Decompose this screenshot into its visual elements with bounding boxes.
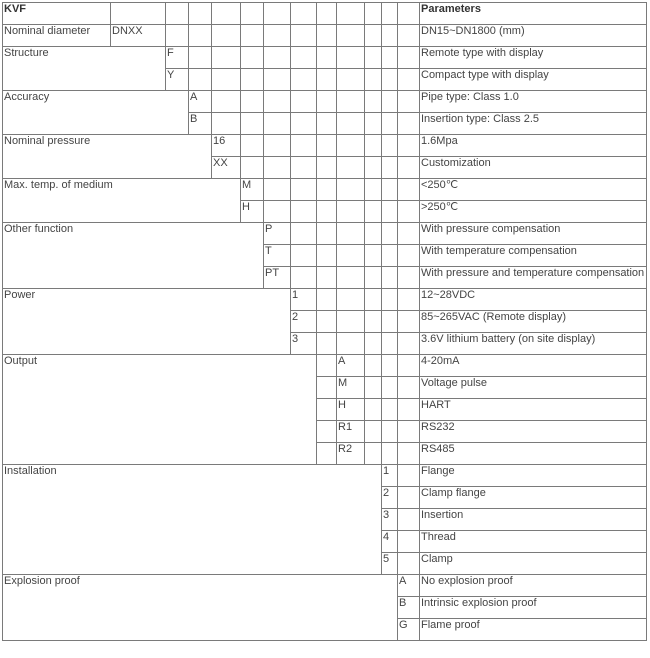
empty-cell — [212, 25, 241, 47]
empty-cell — [398, 399, 420, 421]
empty-cell — [317, 157, 337, 179]
option-code: P — [264, 223, 291, 245]
empty-cell — [317, 399, 337, 421]
empty-cell — [398, 311, 420, 333]
structure-row — [3, 47, 647, 69]
empty-cell — [166, 25, 189, 47]
model-selection-table-wrapper — [2, 2, 647, 641]
parameters-header: Parameters — [420, 3, 647, 25]
option-parameter: 3.6V lithium battery (on site display) — [420, 333, 647, 355]
empty-cell — [317, 421, 337, 443]
option-parameter: Clamp flange — [420, 487, 647, 509]
option-code: 3 — [291, 333, 317, 355]
empty-cell — [365, 289, 382, 311]
option-code: F — [166, 47, 189, 69]
empty-cell — [365, 399, 382, 421]
empty-cell — [111, 3, 166, 25]
empty-cell — [291, 25, 317, 47]
empty-cell — [398, 91, 420, 113]
empty-cell — [398, 245, 420, 267]
empty-cell — [398, 377, 420, 399]
empty-cell — [365, 245, 382, 267]
empty-cell — [365, 113, 382, 135]
empty-cell — [264, 91, 291, 113]
other-function-row — [3, 223, 647, 245]
option-code: 1 — [291, 289, 317, 311]
option-code: H — [337, 399, 365, 421]
option-parameter: Remote type with display — [420, 47, 647, 69]
empty-cell — [365, 135, 382, 157]
installation-row — [3, 465, 647, 487]
empty-cell — [189, 25, 212, 47]
empty-cell — [337, 91, 365, 113]
accuracy-row — [3, 91, 647, 113]
empty-cell — [398, 25, 420, 47]
nominal-diameter-row — [3, 25, 647, 47]
option-code: T — [264, 245, 291, 267]
empty-cell — [337, 179, 365, 201]
empty-cell — [189, 69, 212, 91]
empty-cell — [317, 355, 337, 377]
empty-cell — [398, 179, 420, 201]
option-parameter: Insertion — [420, 509, 647, 531]
empty-cell — [317, 113, 337, 135]
other-function-label: Other function — [3, 223, 264, 289]
empty-cell — [365, 355, 382, 377]
structure-label: Structure — [3, 47, 166, 91]
empty-cell — [382, 179, 398, 201]
option-code: 2 — [382, 487, 398, 509]
option-code: M — [241, 179, 264, 201]
empty-cell — [212, 91, 241, 113]
installation-label: Installation — [3, 465, 382, 575]
empty-cell — [317, 443, 337, 465]
empty-cell — [317, 47, 337, 69]
empty-cell — [317, 69, 337, 91]
explosion-proof-label: Explosion proof — [3, 575, 398, 641]
empty-cell — [398, 465, 420, 487]
empty-cell — [398, 113, 420, 135]
empty-cell — [365, 179, 382, 201]
option-parameter: 85~265VAC (Remote display) — [420, 311, 647, 333]
empty-cell — [382, 245, 398, 267]
option-parameter: Insertion type: Class 2.5 — [420, 113, 647, 135]
empty-cell — [382, 157, 398, 179]
empty-cell — [337, 3, 365, 25]
empty-cell — [291, 91, 317, 113]
empty-cell — [241, 47, 264, 69]
option-code: PT — [264, 267, 291, 289]
empty-cell — [365, 3, 382, 25]
empty-cell — [398, 421, 420, 443]
empty-cell — [317, 377, 337, 399]
option-parameter: >250℃ — [420, 201, 647, 223]
empty-cell — [291, 245, 317, 267]
nominal-pressure-label: Nominal pressure — [3, 135, 212, 179]
empty-cell — [264, 201, 291, 223]
model-code-header: KVF — [3, 3, 111, 25]
empty-cell — [398, 443, 420, 465]
empty-cell — [365, 443, 382, 465]
empty-cell — [337, 113, 365, 135]
empty-cell — [317, 267, 337, 289]
empty-cell — [317, 135, 337, 157]
option-parameter: With pressure compensation — [420, 223, 647, 245]
empty-cell — [291, 3, 317, 25]
option-code: R1 — [337, 421, 365, 443]
empty-cell — [317, 311, 337, 333]
empty-cell — [317, 333, 337, 355]
option-code: XX — [212, 157, 241, 179]
empty-cell — [382, 135, 398, 157]
option-code: A — [398, 575, 420, 597]
empty-cell — [291, 201, 317, 223]
empty-cell — [264, 179, 291, 201]
empty-cell — [365, 201, 382, 223]
option-parameter: RS232 — [420, 421, 647, 443]
empty-cell — [291, 113, 317, 135]
empty-cell — [241, 157, 264, 179]
empty-cell — [291, 69, 317, 91]
option-parameter: 1.6Mpa — [420, 135, 647, 157]
empty-cell — [398, 47, 420, 69]
nominal-diameter-param: DN15~DN1800 (mm) — [420, 25, 647, 47]
empty-cell — [382, 333, 398, 355]
empty-cell — [241, 69, 264, 91]
empty-cell — [382, 289, 398, 311]
option-code: H — [241, 201, 264, 223]
option-code: G — [398, 619, 420, 641]
empty-cell — [317, 245, 337, 267]
option-code: 4 — [382, 531, 398, 553]
empty-cell — [212, 69, 241, 91]
option-code: B — [189, 113, 212, 135]
option-parameter: Pipe type: Class 1.0 — [420, 91, 647, 113]
empty-cell — [337, 25, 365, 47]
empty-cell — [398, 487, 420, 509]
empty-cell — [264, 69, 291, 91]
option-parameter: With temperature compensation — [420, 245, 647, 267]
option-parameter: No explosion proof — [420, 575, 647, 597]
option-code: M — [337, 377, 365, 399]
option-code: 2 — [291, 311, 317, 333]
empty-cell — [382, 47, 398, 69]
empty-cell — [337, 311, 365, 333]
empty-cell — [264, 157, 291, 179]
empty-cell — [337, 157, 365, 179]
empty-cell — [382, 69, 398, 91]
option-parameter: <250℃ — [420, 179, 647, 201]
empty-cell — [241, 3, 264, 25]
option-code: A — [189, 91, 212, 113]
option-parameter: HART — [420, 399, 647, 421]
power-label: Power — [3, 289, 291, 355]
empty-cell — [398, 3, 420, 25]
empty-cell — [291, 135, 317, 157]
empty-cell — [337, 223, 365, 245]
empty-cell — [337, 47, 365, 69]
option-code: R2 — [337, 443, 365, 465]
option-parameter: 4-20mA — [420, 355, 647, 377]
nominal-diameter-label: Nominal diameter — [3, 25, 111, 47]
option-code: 5 — [382, 553, 398, 575]
model-selection-table — [2, 2, 647, 641]
option-parameter: Clamp — [420, 553, 647, 575]
empty-cell — [365, 333, 382, 355]
empty-cell — [264, 25, 291, 47]
empty-cell — [365, 311, 382, 333]
empty-cell — [398, 69, 420, 91]
accuracy-label: Accuracy — [3, 91, 189, 135]
empty-cell — [365, 267, 382, 289]
empty-cell — [382, 113, 398, 135]
empty-cell — [398, 157, 420, 179]
option-parameter: Voltage pulse — [420, 377, 647, 399]
empty-cell — [365, 47, 382, 69]
empty-cell — [337, 333, 365, 355]
empty-cell — [398, 289, 420, 311]
empty-cell — [337, 135, 365, 157]
empty-cell — [291, 47, 317, 69]
empty-cell — [317, 25, 337, 47]
empty-cell — [398, 355, 420, 377]
empty-cell — [317, 289, 337, 311]
option-code: 16 — [212, 135, 241, 157]
empty-cell — [398, 201, 420, 223]
max-temp-row — [3, 179, 647, 201]
empty-cell — [365, 69, 382, 91]
empty-cell — [264, 113, 291, 135]
option-parameter: Customization — [420, 157, 647, 179]
option-parameter: Flame proof — [420, 619, 647, 641]
empty-cell — [241, 25, 264, 47]
empty-cell — [317, 179, 337, 201]
option-parameter: Thread — [420, 531, 647, 553]
option-parameter: Compact type with display — [420, 69, 647, 91]
empty-cell — [365, 223, 382, 245]
empty-cell — [382, 399, 398, 421]
empty-cell — [337, 69, 365, 91]
option-code: A — [337, 355, 365, 377]
explosion-proof-row — [3, 575, 647, 597]
option-code: B — [398, 597, 420, 619]
empty-cell — [317, 91, 337, 113]
empty-cell — [337, 267, 365, 289]
empty-cell — [337, 201, 365, 223]
empty-cell — [382, 201, 398, 223]
empty-cell — [365, 377, 382, 399]
nominal-pressure-row — [3, 135, 647, 157]
empty-cell — [398, 135, 420, 157]
empty-cell — [291, 267, 317, 289]
empty-cell — [241, 135, 264, 157]
power-row — [3, 289, 647, 311]
option-parameter: RS485 — [420, 443, 647, 465]
empty-cell — [382, 443, 398, 465]
empty-cell — [365, 157, 382, 179]
empty-cell — [291, 179, 317, 201]
empty-cell — [365, 91, 382, 113]
option-parameter: With pressure and temperature compensation — [420, 267, 647, 289]
empty-cell — [382, 311, 398, 333]
option-parameter: Intrinsic explosion proof — [420, 597, 647, 619]
empty-cell — [382, 355, 398, 377]
empty-cell — [382, 3, 398, 25]
empty-cell — [398, 333, 420, 355]
empty-cell — [264, 3, 291, 25]
empty-cell — [317, 223, 337, 245]
empty-cell — [398, 553, 420, 575]
empty-cell — [382, 91, 398, 113]
empty-cell — [317, 3, 337, 25]
empty-cell — [166, 3, 189, 25]
max-temp-label: Max. temp. of medium — [3, 179, 241, 223]
empty-cell — [365, 421, 382, 443]
empty-cell — [291, 157, 317, 179]
header-row — [3, 3, 647, 25]
option-parameter: 12~28VDC — [420, 289, 647, 311]
option-code: Y — [166, 69, 189, 91]
empty-cell — [337, 289, 365, 311]
empty-cell — [398, 509, 420, 531]
empty-cell — [212, 3, 241, 25]
empty-cell — [264, 135, 291, 157]
output-row — [3, 355, 647, 377]
empty-cell — [291, 223, 317, 245]
empty-cell — [365, 25, 382, 47]
empty-cell — [398, 223, 420, 245]
empty-cell — [189, 3, 212, 25]
empty-cell — [382, 421, 398, 443]
output-label: Output — [3, 355, 317, 465]
empty-cell — [337, 245, 365, 267]
empty-cell — [382, 25, 398, 47]
empty-cell — [382, 267, 398, 289]
empty-cell — [382, 223, 398, 245]
empty-cell — [317, 201, 337, 223]
option-code: 1 — [382, 465, 398, 487]
empty-cell — [241, 113, 264, 135]
option-code: 3 — [382, 509, 398, 531]
empty-cell — [382, 377, 398, 399]
empty-cell — [241, 91, 264, 113]
option-parameter: Flange — [420, 465, 647, 487]
empty-cell — [264, 47, 291, 69]
empty-cell — [398, 267, 420, 289]
nominal-diameter-code: DNXX — [111, 25, 166, 47]
empty-cell — [398, 531, 420, 553]
empty-cell — [212, 113, 241, 135]
empty-cell — [212, 47, 241, 69]
empty-cell — [189, 47, 212, 69]
